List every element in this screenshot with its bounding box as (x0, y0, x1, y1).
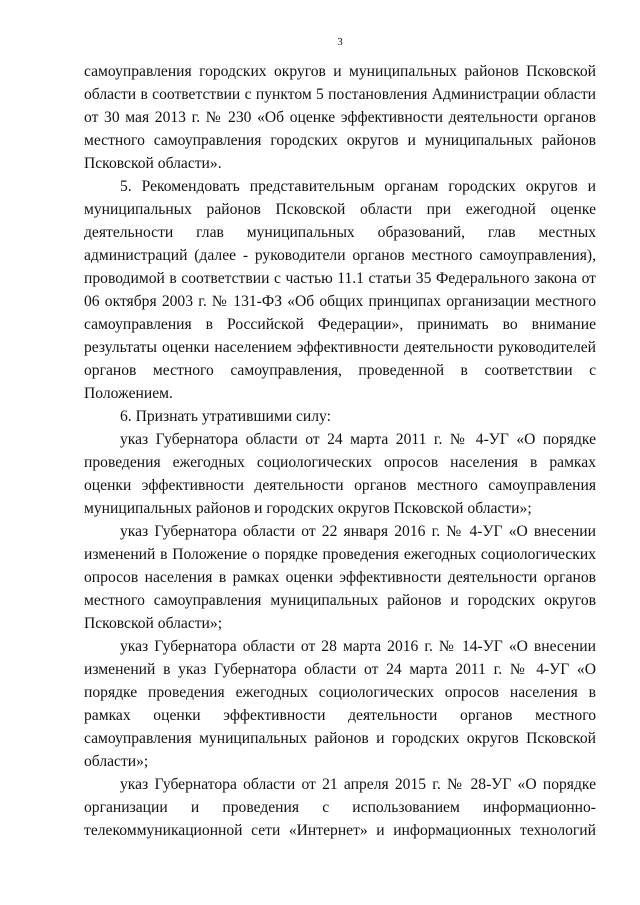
paragraph-6: указ Губернатора области от 28 марта 2016 г. № 14-УГ «О внесении изменений в указ Губернатора области от 24 марта 2011 г. № 4-УГ «О порядке проведения ежегодных социологических опросов населения в рамках оценки эффективности деятельности органов местного самоуправления муниципальных районов и городских округов Псковской области»; (84, 638, 596, 770)
paragraph-7: указ Губернатора области от 21 апреля 2015 г. № 28-УГ «О порядке организации и проведения с использованием информационно-телекоммуникационной сети «Интернет» и информационных технологий (84, 776, 596, 839)
paragraph-3: 6. Признать утратившими силу: (120, 408, 331, 425)
paragraph-4: указ Губернатора области от 24 марта 2011 г. № 4-УГ «О порядке проведения ежегодных социологических опросов населения в рамках оценки эффективности деятельности органов местного самоуправления муниципальных районов и городских округов Псковской области»; (84, 431, 596, 517)
paragraph-2: 5. Рекомендовать представительным органам городских округов и муниципальных районов Псковской области при ежегодной оценке деятельности глав муниципальных образований, глав местных администраций (далее - руководители органов местного самоуправления), проводимой в соответствии с частью 11.1 статьи 35 Федерального закона от 06 октября 2003 г. № 131-ФЗ «Об общих принципах организации местного самоуправления в Российской Федерации», принимать во внимание результаты оценки населением эффективности деятельности руководителей органов местного самоуправления, проведенной в соответствии с Положением. (84, 178, 596, 402)
paragraph-5: указ Губернатора области от 22 января 2016 г. № 4-УГ «О внесении изменений в Положение о порядке проведения ежегодных социологических опросов населения в рамках оценки эффективности деятельности органов местного самоуправления муниципальных районов и городских округов Псковской области»; (84, 523, 596, 632)
page-number: 3 (337, 36, 343, 48)
paragraph-1: самоуправления городских округов и муниципальных районов Псковской области в соответствии с пунктом 5 постановления Администрации области от 30 мая 2013 г. № 230 «Об оценке эффективности деятельности органов местного самоуправления городских округов и муниципальных районов Псковской области». (84, 63, 596, 172)
